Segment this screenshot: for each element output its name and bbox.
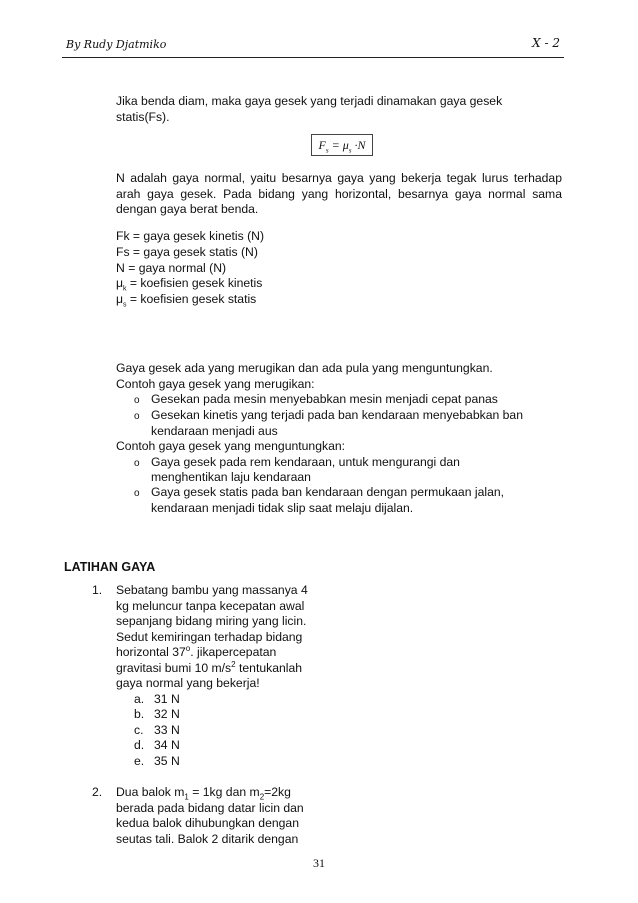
- q1-option-a: 31 N: [154, 692, 180, 706]
- def-mu-k: $\mu_k$ = koefisien gesek kinetis: [116, 276, 263, 293]
- q1-option-e: 35 N: [154, 754, 180, 768]
- bad-item-1: Gesekan pada mesin menyebabkan mesin menjadi cepat panas: [151, 392, 498, 406]
- q2-number: 2.: [92, 785, 103, 799]
- def-mu-s: $\mu_s$ = koefisien gesek statis: [116, 292, 257, 309]
- effects-intro: Gaya gesek ada yang merugikan dan ada pula yang menguntungkan.: [116, 361, 493, 375]
- q1-option-label: e.: [134, 754, 145, 768]
- header-author: By Rudy Djatmiko: [66, 38, 167, 51]
- normal-force-paragraph: N adalah gaya normal, yaitu besarnya gaya yang bekerja tegak lurus terhadap arah gaya gesek. Pada bidang yang horizontal, besarnya gaya normal sama dengan gaya berat benda.: [116, 171, 562, 217]
- section-heading: LATIHAN GAYA: [64, 560, 156, 574]
- q1-line: sepanjang bidang miring yang licin.: [116, 614, 307, 628]
- bad-label: Contoh gaya gesek yang merugikan:: [116, 377, 315, 391]
- good-item-2-line1: Gaya gesek statis pada ban kendaraan dengan permukaan jalan,: [151, 485, 505, 499]
- q2-line: Dua balok $m_1 = 1kg$ dan $m_2=2kg$: [116, 785, 291, 802]
- bad-item-2-line2: kendaraan menjadi aus: [151, 424, 278, 438]
- bullet-icon: o: [134, 458, 140, 469]
- q1-line: horizontal 37$^o$. jikapercepatan: [116, 643, 277, 659]
- q2-line: seutas tali. Balok 2 ditarik dengan: [116, 832, 299, 846]
- q2-line: berada pada bidang datar licin dan: [116, 801, 304, 815]
- q1-option-label: a.: [134, 692, 145, 706]
- header-code: X - 2: [532, 36, 560, 50]
- good-item-1-line2: menghentikan laju kendaraan: [151, 470, 311, 484]
- bullet-icon: o: [134, 488, 140, 499]
- bullet-icon: o: [134, 411, 140, 422]
- good-item-1-line1: Gaya gesek pada rem kendaraan, untuk mengurangi dan: [151, 455, 460, 469]
- def-fk: Fk = gaya gesek kinetis (N): [116, 229, 264, 243]
- q1-number: 1.: [92, 583, 103, 597]
- q1-line: gravitasi bumi 10 $m/s^2$ tentukanlah: [116, 659, 303, 675]
- q1-option-label: c.: [134, 723, 144, 737]
- q1-line: kg meluncur tanpa kecepatan awal: [116, 599, 305, 613]
- q2-line: kedua balok dihubungkan dengan: [116, 816, 299, 830]
- header-divider: [62, 57, 564, 58]
- def-n: N = gaya normal (N): [116, 261, 227, 275]
- q1-option-b: 32 N: [154, 707, 180, 721]
- def-fs: Fs = gaya gesek statis (N): [116, 245, 258, 259]
- bullet-icon: o: [134, 395, 140, 406]
- page-number: 31: [313, 856, 325, 870]
- good-label: Contoh gaya gesek yang menguntungkan:: [116, 439, 346, 453]
- good-item-2-line2: kendaraan menjadi tidak slip saat melaju dijalan.: [151, 501, 414, 515]
- q1-line: Sebatang bambu yang massanya 4: [116, 583, 308, 597]
- q1-line: gaya normal yang bekerja!: [116, 676, 260, 690]
- q1-option-label: d.: [134, 738, 145, 752]
- q1-option-label: b.: [134, 707, 145, 721]
- q1-line: Sedut kemiringan terhadap bidang: [116, 630, 303, 644]
- q1-option-c: 33 N: [154, 723, 180, 737]
- static-friction-formula: $F_s = \mu_s \cdot N$: [311, 134, 373, 156]
- intro-paragraph: Jika benda diam, maka gaya gesek yang terjadi dinamakan gaya gesek statis(Fs).: [116, 94, 503, 124]
- q1-option-d: 34 N: [154, 738, 180, 752]
- bad-item-2-line1: Gesekan kinetis yang terjadi pada ban kendaraan menyebabkan ban: [151, 408, 523, 422]
